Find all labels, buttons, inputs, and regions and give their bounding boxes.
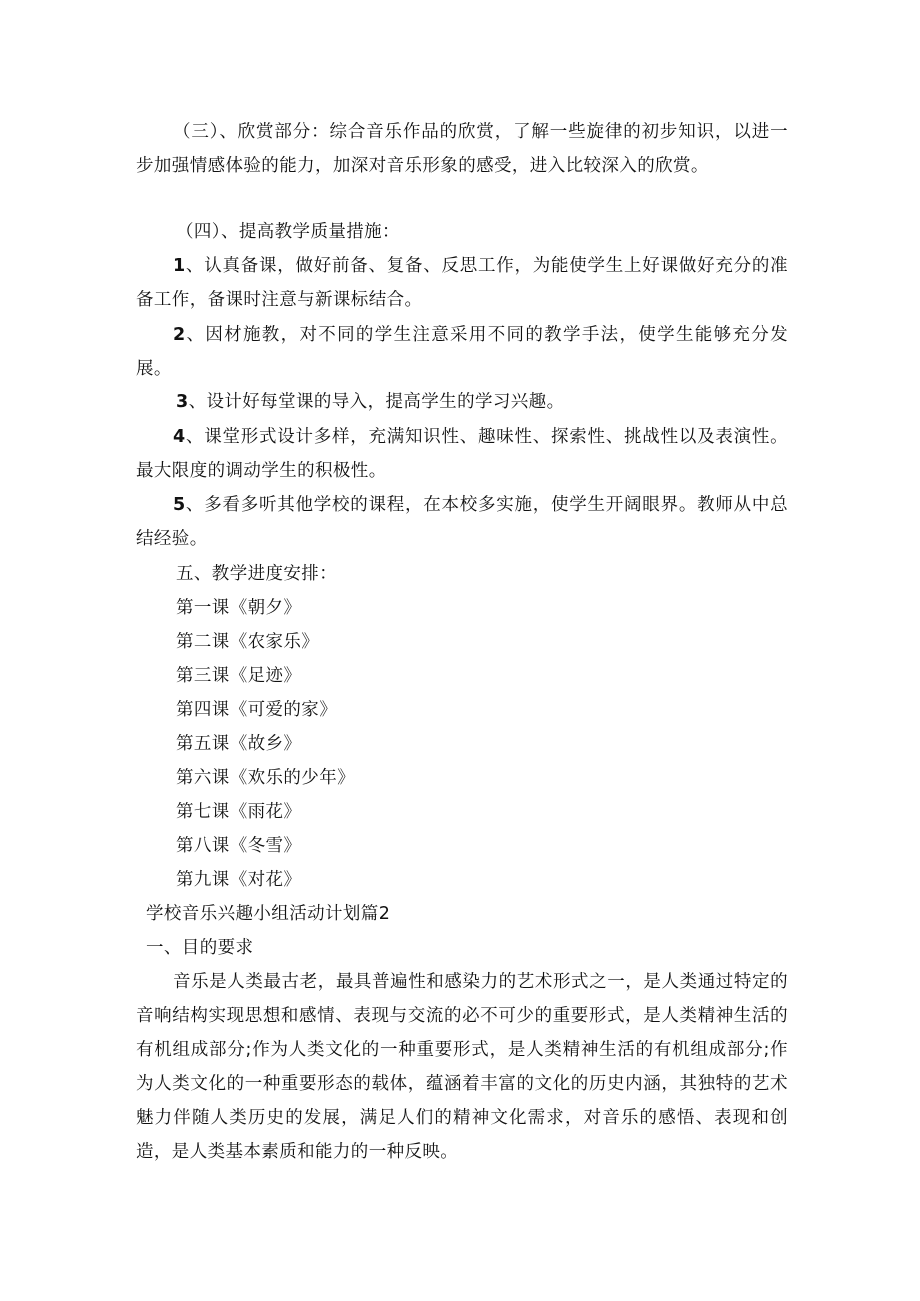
lesson-item: 第一课《朝夕》: [176, 598, 302, 618]
measures-heading: （四）、提高教学质量措施：: [176, 222, 400, 242]
measure-number: 1: [173, 256, 186, 276]
lesson-item: 第五课《故乡》: [176, 734, 302, 754]
measure-item-1: [136, 249, 788, 317]
schedule-heading: 五、教学进度安排：: [176, 564, 338, 584]
lesson-item: 第七课《雨花》: [176, 802, 302, 822]
lesson-item: 第九课《对花》: [176, 870, 302, 890]
section2-heading: 一、目的要求: [146, 938, 254, 958]
measure-item-5: [136, 488, 788, 556]
lesson-item: 第六课《欢乐的少年》: [176, 768, 355, 788]
measure-text: 、因材施教，对不同的学生注意采用不同的教学手法，使学生能够充分发展。: [136, 325, 788, 379]
measure-text: 、认真备课，做好前备、复备、反思工作，为能使学生上好课做好充分的准备工作，备课时注意与新课标结合。: [136, 256, 788, 310]
lesson-item: 第三课《足迹》: [176, 666, 302, 686]
measure-item-4: [136, 420, 788, 488]
measure-item-3: [176, 385, 564, 419]
section2-title: 学校音乐兴趣小组活动计划篇2: [146, 904, 391, 924]
measure-number: 3: [176, 392, 189, 412]
measure-text: 、多看多听其他学校的课程，在本校多实施，使学生开阔眼界。教师从中总结经验。: [136, 495, 788, 549]
lesson-item: 第二课《农家乐》: [176, 632, 320, 652]
measure-number: 2: [173, 325, 186, 345]
measure-text: 、设计好每堂课的导入，提高学生的学习兴趣。: [188, 392, 565, 412]
section2-body: 音乐是人类最古老，最具普遍性和感染力的艺术形式之一，是人类通过特定的音响结构实现思想和感情、表现与交流的必不可少的重要形式，是人类精神生活的有机组成部分;作为人类文化的一种重要形式，是人类精神生活的有机组成部分;作为人类文化的一种重要形态的载体，蕴涵着丰富的文化的历史内涵，其独特的艺术魅力伴随人类历史的发展，满足人们的精神文化需求，对音乐的感悟、表现和创造，是人类基本素质和能力的一种反映。: [136, 972, 788, 1162]
lesson-item: 第四课《可爱的家》: [176, 700, 338, 720]
measure-text: 、课堂形式设计多样，充满知识性、趣味性、探索性、挑战性以及表演性。最大限度的调动学生的积极性。: [136, 427, 788, 481]
measure-number: 5: [173, 495, 186, 515]
paragraph-appreciation: （三）、欣赏部分：综合音乐作品的欣赏，了解一些旋律的初步知识，以进一步加强情感体验的能力，加深对音乐形象的感受，进入比较深入的欣赏。: [136, 122, 788, 176]
measure-number: 4: [173, 427, 186, 447]
measure-item-2: [136, 318, 788, 386]
lesson-item: 第八课《冬雪》: [176, 836, 302, 856]
